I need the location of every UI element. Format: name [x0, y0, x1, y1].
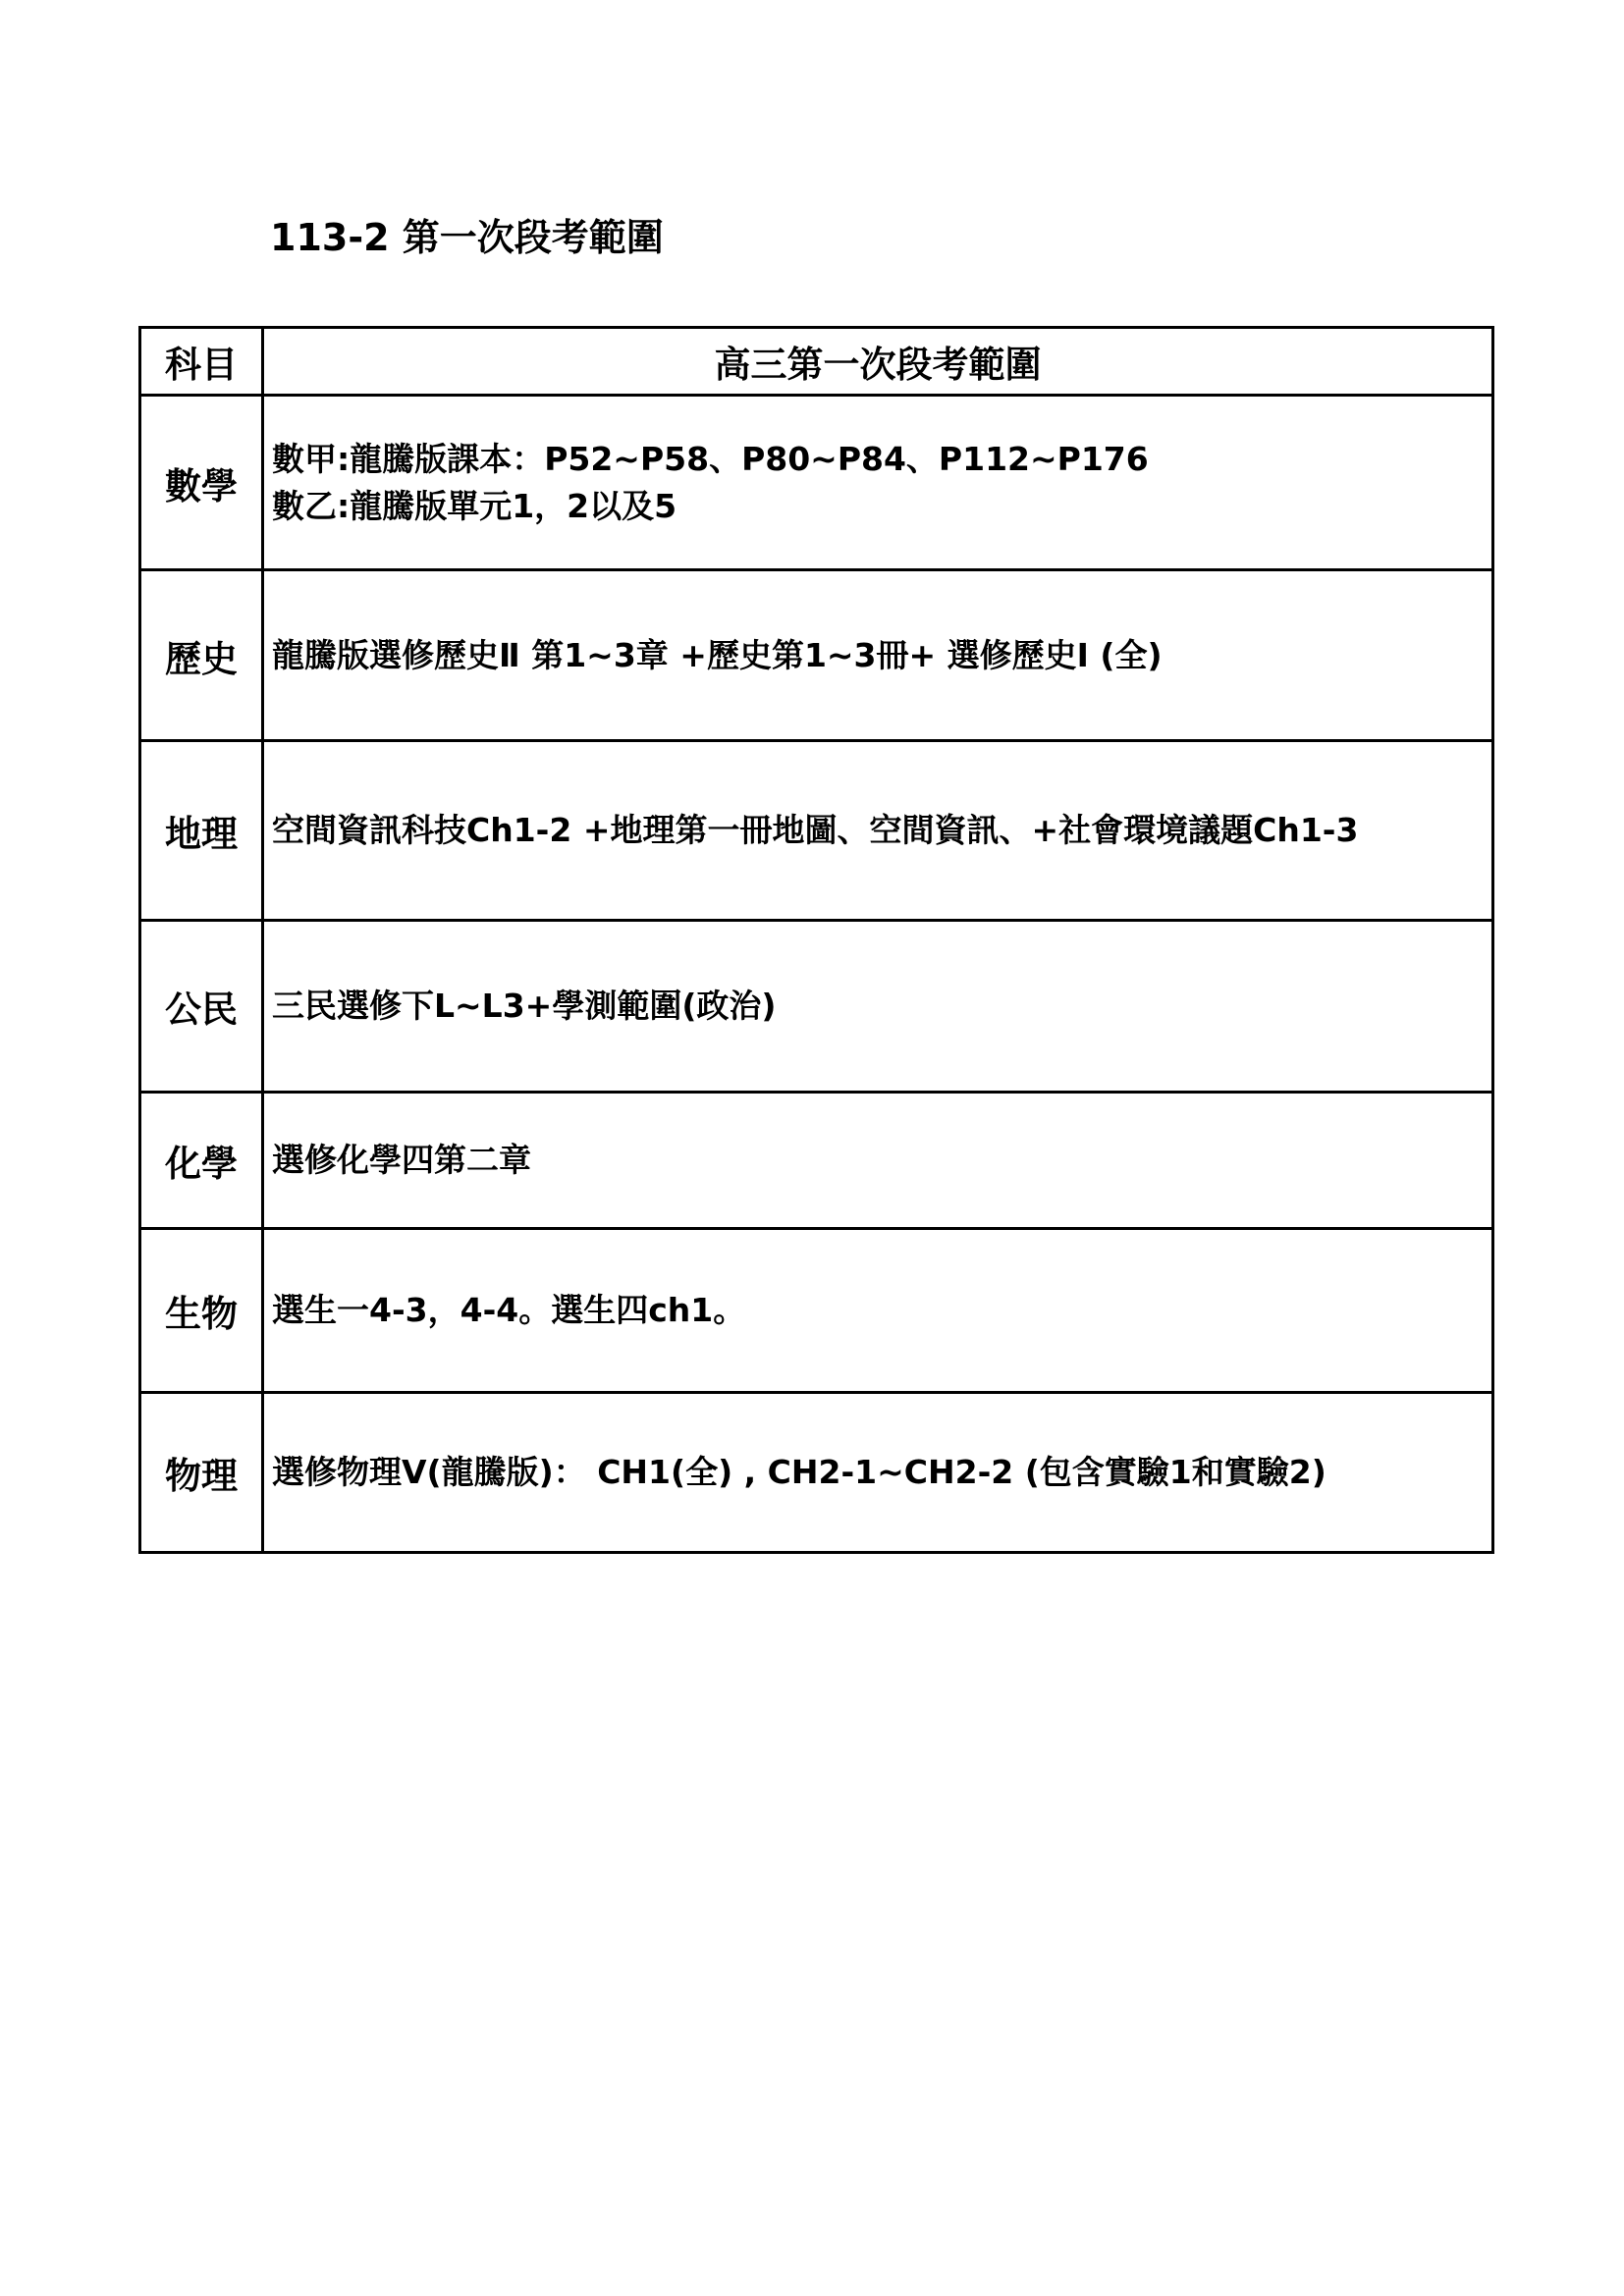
- scope-chemistry: [263, 1093, 1493, 1229]
- subject-geography: 地理: [140, 741, 263, 921]
- scope-geography: [263, 741, 1493, 921]
- document-title: 113-2 第一次段考範圍: [270, 216, 664, 259]
- scope-chemistry-line-1: 選修化學四第二章: [272, 1141, 531, 1179]
- table-header-row: [140, 328, 1493, 396]
- table-row: [140, 741, 1493, 921]
- header-scope: 高三第一次段考範圍: [263, 328, 1493, 396]
- scope-physics-line-1: 選修物理V(龍騰版)： CH1(全) , CH2-1~CH2-2 (包含實驗1和實驗2): [272, 1453, 1326, 1491]
- table-row: [140, 921, 1493, 1093]
- subject-history: 歷史: [140, 570, 263, 741]
- scope-civics: [263, 921, 1493, 1093]
- table-row: [140, 1093, 1493, 1229]
- scope-biology-line-1: 選生一4-3，4-4。選生四ch1。: [272, 1291, 746, 1329]
- scope-biology: [263, 1229, 1493, 1393]
- scope-math-line-1: 數甲:龍騰版課本：P52~P58、P80~P84、P112~P176: [272, 439, 1149, 478]
- scope-history-line-1: 龍騰版選修歷史Ⅱ 第1~3章 +歷史第1~3冊+ 選修歷史Ⅰ (全): [272, 635, 1163, 674]
- scope-geography-line-1: 空間資訊科技Ch1-2 +地理第一冊地圖、空間資訊、+社會環境議題Ch1-3: [272, 811, 1359, 849]
- header-subject: 科目: [140, 328, 263, 396]
- scope-history: [263, 570, 1493, 741]
- subject-biology: 生物: [140, 1229, 263, 1393]
- scope-math: [263, 396, 1493, 570]
- scope-math-line-2: 數乙:龍騰版單元1，2以及5: [272, 486, 677, 525]
- exam-scope-table: [138, 326, 1494, 1554]
- subject-civics: 公民: [140, 921, 263, 1093]
- table-row: [140, 570, 1493, 741]
- table-row: [140, 1229, 1493, 1393]
- scope-civics-line-1: 三民選修下L~L3+學測範圍(政治): [272, 987, 777, 1025]
- subject-physics: 物理: [140, 1393, 263, 1553]
- subject-chemistry: 化學: [140, 1093, 263, 1229]
- subject-math: 數學: [140, 396, 263, 570]
- table-row: [140, 396, 1493, 570]
- table-row: [140, 1393, 1493, 1553]
- scope-physics: [263, 1393, 1493, 1553]
